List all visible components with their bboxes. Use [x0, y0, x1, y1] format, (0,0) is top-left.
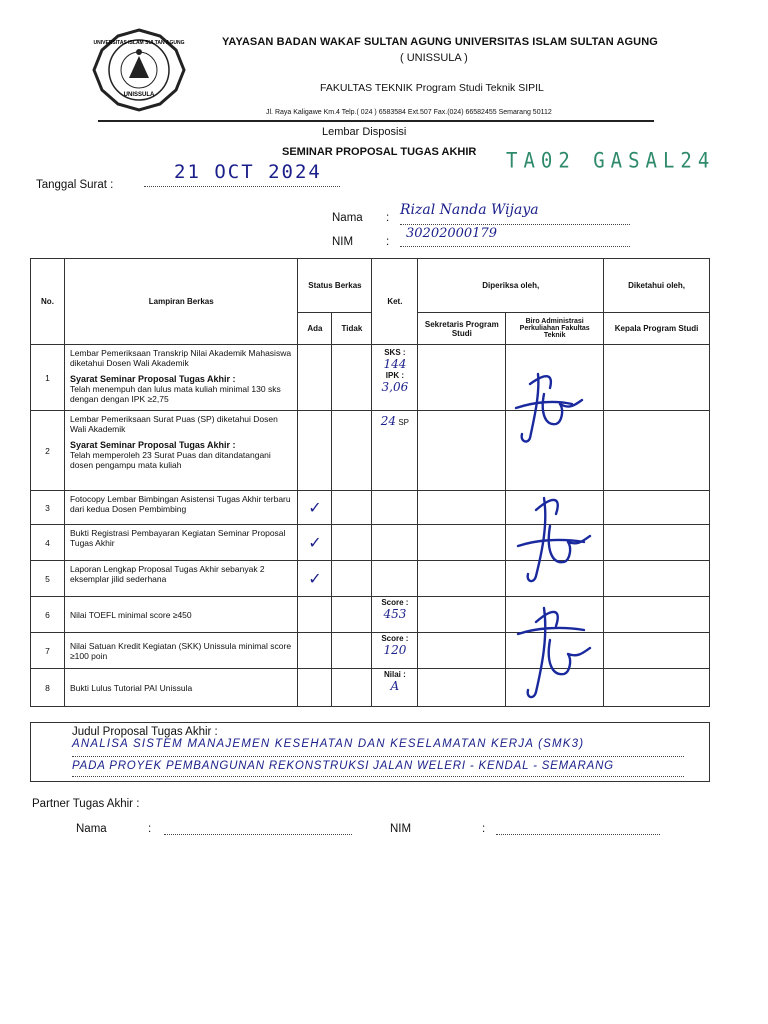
partner-nama-colon: :	[148, 823, 152, 835]
table-row	[31, 411, 710, 491]
row-no: 3	[31, 491, 65, 525]
header-address: Jl. Raya Kaligawe Km.4 Telp.( 024 ) 6583584 Ext.507 Fax.(024) 66582455 Semarang 50112	[266, 109, 552, 116]
row-sekretaris	[418, 561, 506, 597]
row-tidak	[332, 411, 372, 491]
university-logo	[84, 28, 194, 112]
disposition-table	[30, 258, 710, 707]
row-ada	[298, 633, 332, 669]
doc-subtitle: SEMINAR PROPOSAL TUGAS AKHIR	[282, 146, 477, 158]
ket-value: 24	[380, 414, 397, 428]
ket-value: 453	[383, 607, 407, 621]
nama-label: Nama	[332, 212, 363, 224]
ket-value: 144	[383, 357, 407, 371]
ket-label: SKS :	[384, 348, 406, 357]
row-sekretaris	[418, 525, 506, 561]
row-tidak	[332, 633, 372, 669]
row-sekretaris	[418, 597, 506, 633]
tanggal-line	[144, 186, 340, 187]
ket-label: SP	[398, 418, 409, 427]
row-sekretaris	[418, 669, 506, 707]
row-kepala	[604, 561, 710, 597]
partner-nim-line	[496, 834, 660, 835]
row-no: 2	[31, 411, 65, 491]
row-desc: Nilai TOEFL minimal score ≥450	[64, 597, 298, 633]
row-text	[64, 345, 298, 411]
row-req-title: Syarat Seminar Proposal Tugas Akhir :	[69, 440, 236, 450]
row-biro	[506, 561, 604, 597]
partner-nim-label: NIM	[390, 823, 412, 835]
partner-nim-colon: :	[482, 823, 486, 835]
table-row	[31, 633, 710, 669]
row-sekretaris	[418, 345, 506, 411]
header-kepala: Kepala Program Studi	[604, 313, 710, 345]
judul-dots-2	[72, 776, 684, 777]
row-tidak	[332, 525, 372, 561]
partner-nama-line	[164, 834, 352, 835]
nama-colon: :	[386, 212, 390, 224]
ket-label: Nilai :	[384, 670, 406, 679]
row-kepala	[604, 491, 710, 525]
logo-text-bottom: UNISSULA	[123, 92, 155, 98]
judul-label: Judul Proposal Tugas Akhir :	[72, 726, 218, 738]
row-no: 7	[31, 633, 65, 669]
ket-value: 120	[383, 643, 407, 657]
header-biro: Biro Administrasi Perkuliahan Fakultas Teknik	[506, 313, 604, 345]
row-kepala	[604, 633, 710, 669]
row-biro	[506, 491, 604, 525]
header-status: Status Berkas	[298, 259, 372, 313]
header-divider	[98, 120, 654, 122]
row-sekretaris	[418, 633, 506, 669]
header-ada: Ada	[298, 313, 332, 345]
table-row	[31, 561, 710, 597]
row-no: 4	[31, 525, 65, 561]
ket-value: A	[390, 679, 400, 693]
row-ada	[298, 345, 332, 411]
row-biro	[506, 633, 604, 669]
header-foundation: YAYASAN BADAN WAKAF SULTAN AGUNG UNIVERSITAS ISLAM SULTAN AGUNG	[222, 36, 658, 48]
row-tidak	[332, 597, 372, 633]
header-faculty: FAKULTAS TEKNIK Program Studi Teknik SIPIL	[320, 82, 544, 94]
judul-dots-1	[72, 756, 684, 757]
row-ada: ✓	[298, 561, 332, 597]
row-ket	[372, 345, 418, 411]
row-ada: ✓	[298, 491, 332, 525]
nama-line	[400, 224, 630, 225]
row-req-text: Telah menempuh dan lulus mata kuliah minimal 130 sks dengan dengan IPK ≥2,75	[69, 384, 281, 404]
header-no: No.	[31, 259, 65, 345]
header-unissula: ( UNISSULA )	[400, 52, 468, 64]
row-ada: ✓	[298, 525, 332, 561]
row-ket	[372, 669, 418, 707]
row-no: 1	[31, 345, 65, 411]
row-tidak	[332, 491, 372, 525]
stamp-code: TA02 GASAL24	[506, 148, 716, 174]
row-ada	[298, 669, 332, 707]
table-row	[31, 491, 710, 525]
row-biro	[506, 345, 604, 411]
row-desc: Laporan Lengkap Proposal Tugas Akhir sebanyak 2 eksemplar jilid sederhana	[64, 561, 298, 597]
row-ada	[298, 597, 332, 633]
header-diketahui: Diketahui oleh,	[604, 259, 710, 313]
row-ket	[372, 597, 418, 633]
row-req-text: Telah memperoleh 23 Surat Puas dan ditandatangani dosen pengampu mata kuliah	[69, 450, 271, 470]
row-desc: Fotocopy Lembar Bimbingan Asistensi Tugas Akhir terbaru dari kedua Dosen Pembimbing	[64, 491, 298, 525]
row-ket	[372, 633, 418, 669]
row-biro	[506, 597, 604, 633]
row-kepala	[604, 669, 710, 707]
row-kepala	[604, 345, 710, 411]
nim-colon: :	[386, 236, 390, 248]
row-biro	[506, 525, 604, 561]
row-desc: Nilai Satuan Kredit Kegiatan (SKK) Unissula minimal score ≥100 poin	[64, 633, 298, 669]
header-lampiran: Lampiran Berkas	[64, 259, 298, 345]
table-row	[31, 597, 710, 633]
row-req-title: Syarat Seminar Proposal Tugas Akhir :	[69, 374, 236, 384]
row-tidak	[332, 345, 372, 411]
partner-label: Partner Tugas Akhir :	[32, 798, 140, 810]
logo-text-top: UNIVERSITAS ISLAM SULTAN AGUNG	[93, 40, 185, 46]
tanggal-value: 21 OCT 2024	[174, 161, 322, 183]
nim-value: 30202000179	[406, 226, 497, 241]
row-desc: Bukti Registrasi Pembayaran Kegiatan Seminar Proposal Tugas Akhir	[64, 525, 298, 561]
ket-label: Score :	[381, 634, 409, 643]
row-no: 5	[31, 561, 65, 597]
header-sekretaris: Sekretaris Program Studi	[418, 313, 506, 345]
row-desc: Bukti Lulus Tutorial PAI Unissula	[64, 669, 298, 707]
judul-line-1: ANALISA SISTEM MANAJEMEN KESEHATAN DAN KESELAMATAN KERJA (SMK3)	[72, 738, 585, 750]
row-biro	[506, 411, 604, 491]
row-ket	[372, 411, 418, 491]
row-ket	[372, 561, 418, 597]
row-desc: Lembar Pemeriksaan Surat Puas (SP) diketahui Dosen Wali Akademik	[69, 414, 278, 434]
row-no: 8	[31, 669, 65, 707]
row-kepala	[604, 525, 710, 561]
ket-label: IPK :	[385, 371, 404, 380]
doc-title: Lembar Disposisi	[322, 126, 407, 138]
partner-nama-label: Nama	[76, 823, 107, 835]
row-sekretaris	[418, 491, 506, 525]
row-tidak	[332, 561, 372, 597]
header-tidak: Tidak	[332, 313, 372, 345]
table-row	[31, 345, 710, 411]
table-row	[31, 525, 710, 561]
ket-label: Score :	[381, 598, 409, 607]
header-ket: Ket.	[372, 259, 418, 345]
judul-line-2: PADA PROYEK PEMBANGUNAN REKONSTRUKSI JALAN WELERI - KENDAL - SEMARANG	[72, 760, 614, 772]
nama-value: Rizal Nanda Wijaya	[400, 202, 539, 218]
ket-value: 3,06	[381, 380, 409, 394]
nim-label: NIM	[332, 236, 354, 248]
tanggal-label: Tanggal Surat :	[36, 179, 114, 191]
table-row	[31, 669, 710, 707]
row-desc: Lembar Pemeriksaan Transkrip Nilai Akademik Mahasiswa diketahui Dosen Wali Akademik	[69, 348, 292, 368]
row-sekretaris	[418, 411, 506, 491]
row-tidak	[332, 669, 372, 707]
nim-line	[400, 246, 630, 247]
row-kepala	[604, 597, 710, 633]
row-ket	[372, 491, 418, 525]
row-kepala	[604, 411, 710, 491]
row-biro	[506, 669, 604, 707]
row-text	[64, 411, 298, 491]
header-diperiksa: Diperiksa oleh,	[418, 259, 604, 313]
row-ket	[372, 525, 418, 561]
row-ada	[298, 411, 332, 491]
row-no: 6	[31, 597, 65, 633]
